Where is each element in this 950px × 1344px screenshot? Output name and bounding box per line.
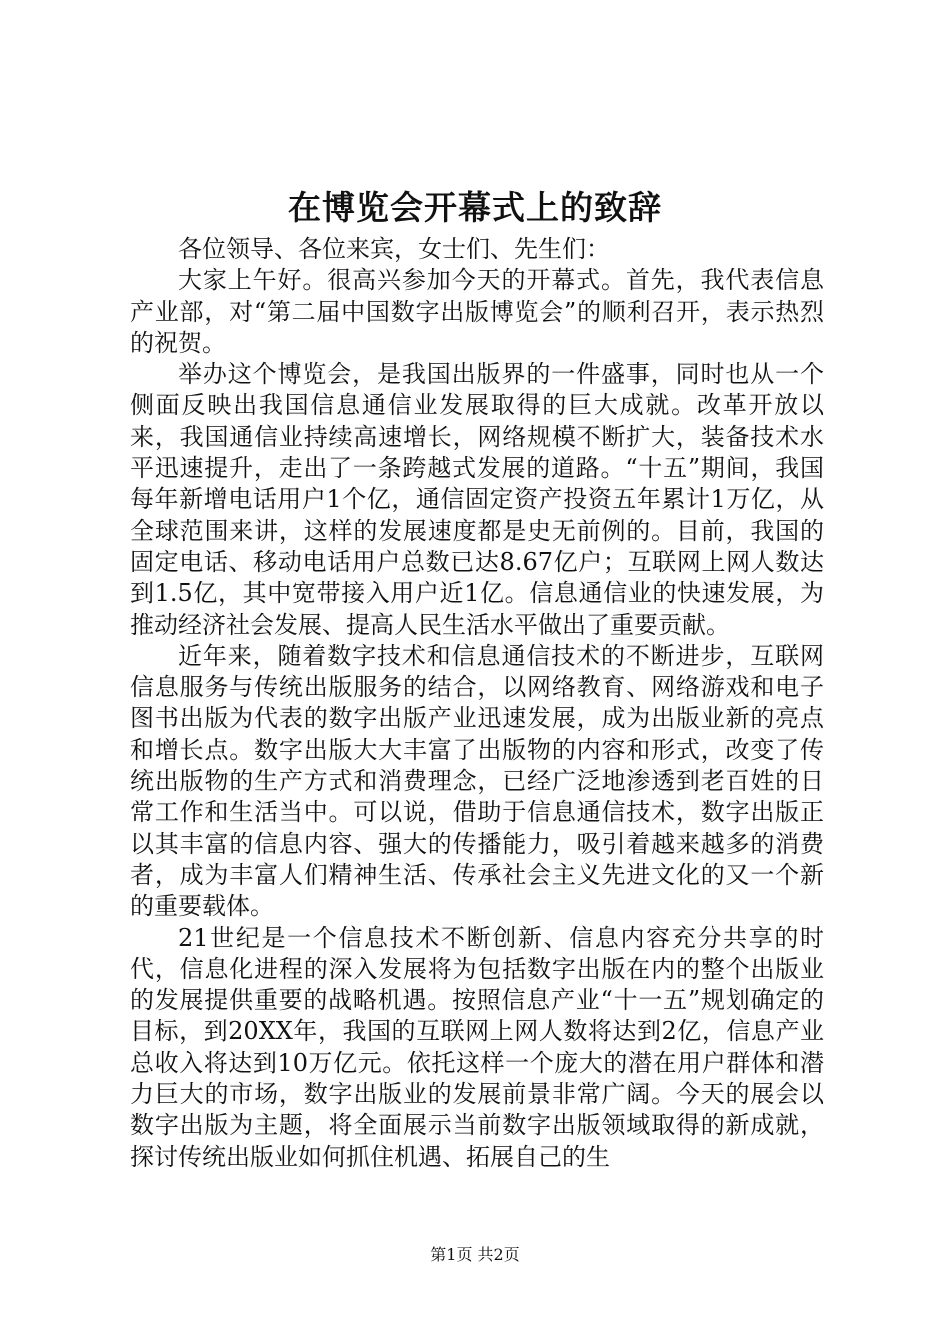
body-paragraph: 大家上午好。很高兴参加今天的开幕式。首先，我代表信息产业部，对“第二届中国数字出版博览会”的顺利召开，表示热烈的祝贺。 bbox=[130, 266, 824, 357]
page-title: 在博览会开幕式上的致辞 bbox=[288, 188, 662, 227]
body-paragraph: 举办这个博览会，是我国出版界的一件盛事，同时也从一个侧面反映出我国信息通信业发展取得的巨大成就。改革开放以来，我国通信业持续高速增长，网络规模不断扩大，装备技术水平迅速提升，走出了一条跨越式发展的道路。“十五”期间，我国每年新增电话用户1个亿，通信固定资产投资五年累计1万亿，从全球范围来讲，这样的发展速度都是史无前例的。目前，我国的固定电话、移动电话用户总数已达8.67亿户；互联网上网人数达到1.5亿，其中宽带接入用户近1亿。信息通信业的快速发展，为推动经济社会发展、提高人民生活水平做出了重要贡献。 bbox=[130, 360, 824, 639]
greeting-paragraph: 各位领导、各位来宾，女士们、先生们： bbox=[178, 235, 610, 263]
document-body bbox=[130, 234, 824, 1173]
body-paragraph: 21世纪是一个信息技术不断创新、信息内容充分共享的时代，信息化进程的深入发展将为包括数字出版在内的整个出版业的发展提供重要的战略机遇。按照信息产业“十一五”规划确定的目标，到20XX年，我国的互联网上网人数将达到2亿，信息产业总收入将达到10万亿元。依托这样一个庞大的潜在用户群体和潜力巨大的市场，数字出版业的发展前景非常广阔。今天的展会以数字出版为主题，将全面展示当前数字出版领域取得的新成就，探讨传统出版业如何抓住机遇、拓展自己的生 bbox=[130, 923, 824, 1171]
body-paragraph: 近年来，随着数字技术和信息通信技术的不断进步，互联网信息服务与传统出版服务的结合，以网络教育、网络游戏和电子图书出版为代表的数字出版产业迅速发展，成为出版业新的亮点和增长点。数字出版大大丰富了出版物的内容和形式，改变了传统出版物的生产方式和消费理念，已经广泛地渗透到老百姓的日常工作和生活当中。可以说，借助于信息通信技术，数字出版正以其丰富的信息内容、强大的传播能力，吸引着越来越多的消费者，成为丰富人们精神生活、传承社会主义先进文化的又一个新的重要载体。 bbox=[130, 641, 824, 921]
page-footer: 第1页 共2页 bbox=[430, 1245, 520, 1264]
